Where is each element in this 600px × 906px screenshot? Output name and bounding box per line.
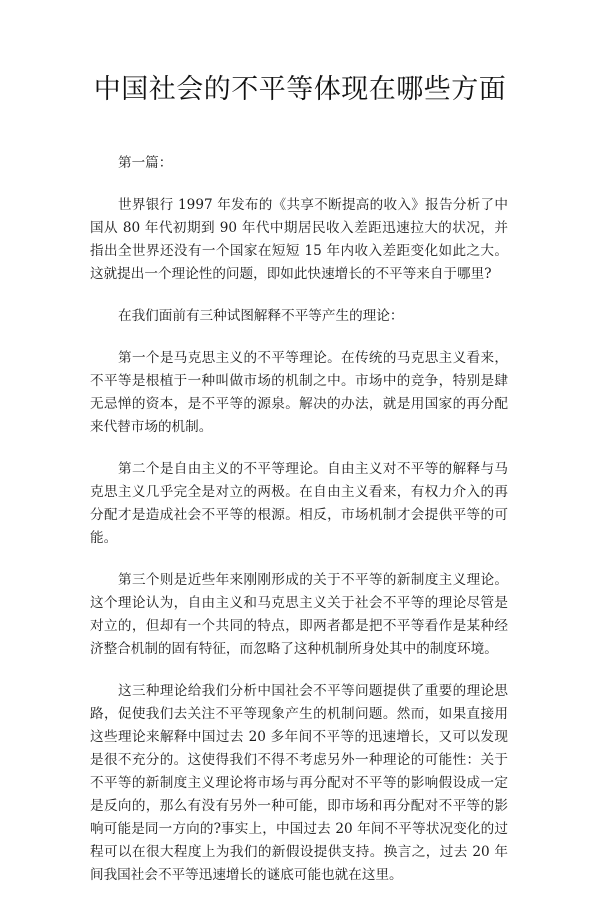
section-label: 第一篇：	[118, 155, 173, 171]
paragraph-liberal-theory: 第二个是自由主义的不平等理论。自由主义对不平等的解释与马克思主义几乎完全是对立的两极。在自由主义看来，有权力介入的再分配才是造成社会不平等的根源。相反，市场机制才会提供平等的可能。	[90, 461, 508, 546]
document-title: 中国社会的不平等体现在哪些方面	[93, 74, 507, 105]
paragraph-conclusion: 这三种理论给我们分析中国社会不平等问题提供了重要的理论思路，促使我们去关注不平等现象产生的机制问题。然而，如果直接用这些理论来解释中国过去 20 多年间不平等的迅速增长，又可以发现是很不充分的。这使得我们不得不考虑另外一种理论的可能性：关于不平等的新制度主义理论将市场与再分配对不平等的影响假设成一定是反向的，那么有没有另外一种可能，即市场和再分配对不平等的影响可能是同一方向的?事实上，中国过去 20 年间不平等状况变化的过程可以在很大程度上为我们的新假设提供支持。换言之，过去 20 年间我国社会不平等迅速增长的谜底可能也就在这里。	[90, 683, 508, 883]
paragraph-marxist-theory: 第一个是马克思主义的不平等理论。在传统的马克思主义看来，不平等是根植于一种叫做市场的机制之中。市场中的竞争，特别是肆无忌惮的资本，是不平等的源泉。解决的办法，就是用国家的再分配来代替市场的机制。	[90, 350, 508, 435]
paragraph-three-theories: 在我们面前有三种试图解释不平等产生的理论：	[118, 308, 404, 324]
document-body	[90, 152, 508, 906]
paragraph-institutional-theory: 第三个则是近些年来刚刚形成的关于不平等的新制度主义理论。这个理论认为，自由主义和马克思主义关于社会不平等的理论尽管是对立的，但却有一个共同的特点，即两者都是把不平等看作是某种经济整合机制的固有特征，而忽略了这种机制所身处其中的制度环境。	[90, 572, 508, 657]
paragraph-intro: 世界银行 1997 年发布的《共享不断提高的收入》报告分析了中国从 80 年代初期到 90 年代中期居民收入差距迅速拉大的状况，并指出全世界还没有一个国家在短短 15 年内收入差距变化如此之大。这就提出一个理论性的问题，即如此快速增长的不平等来自于哪里?	[90, 197, 508, 282]
